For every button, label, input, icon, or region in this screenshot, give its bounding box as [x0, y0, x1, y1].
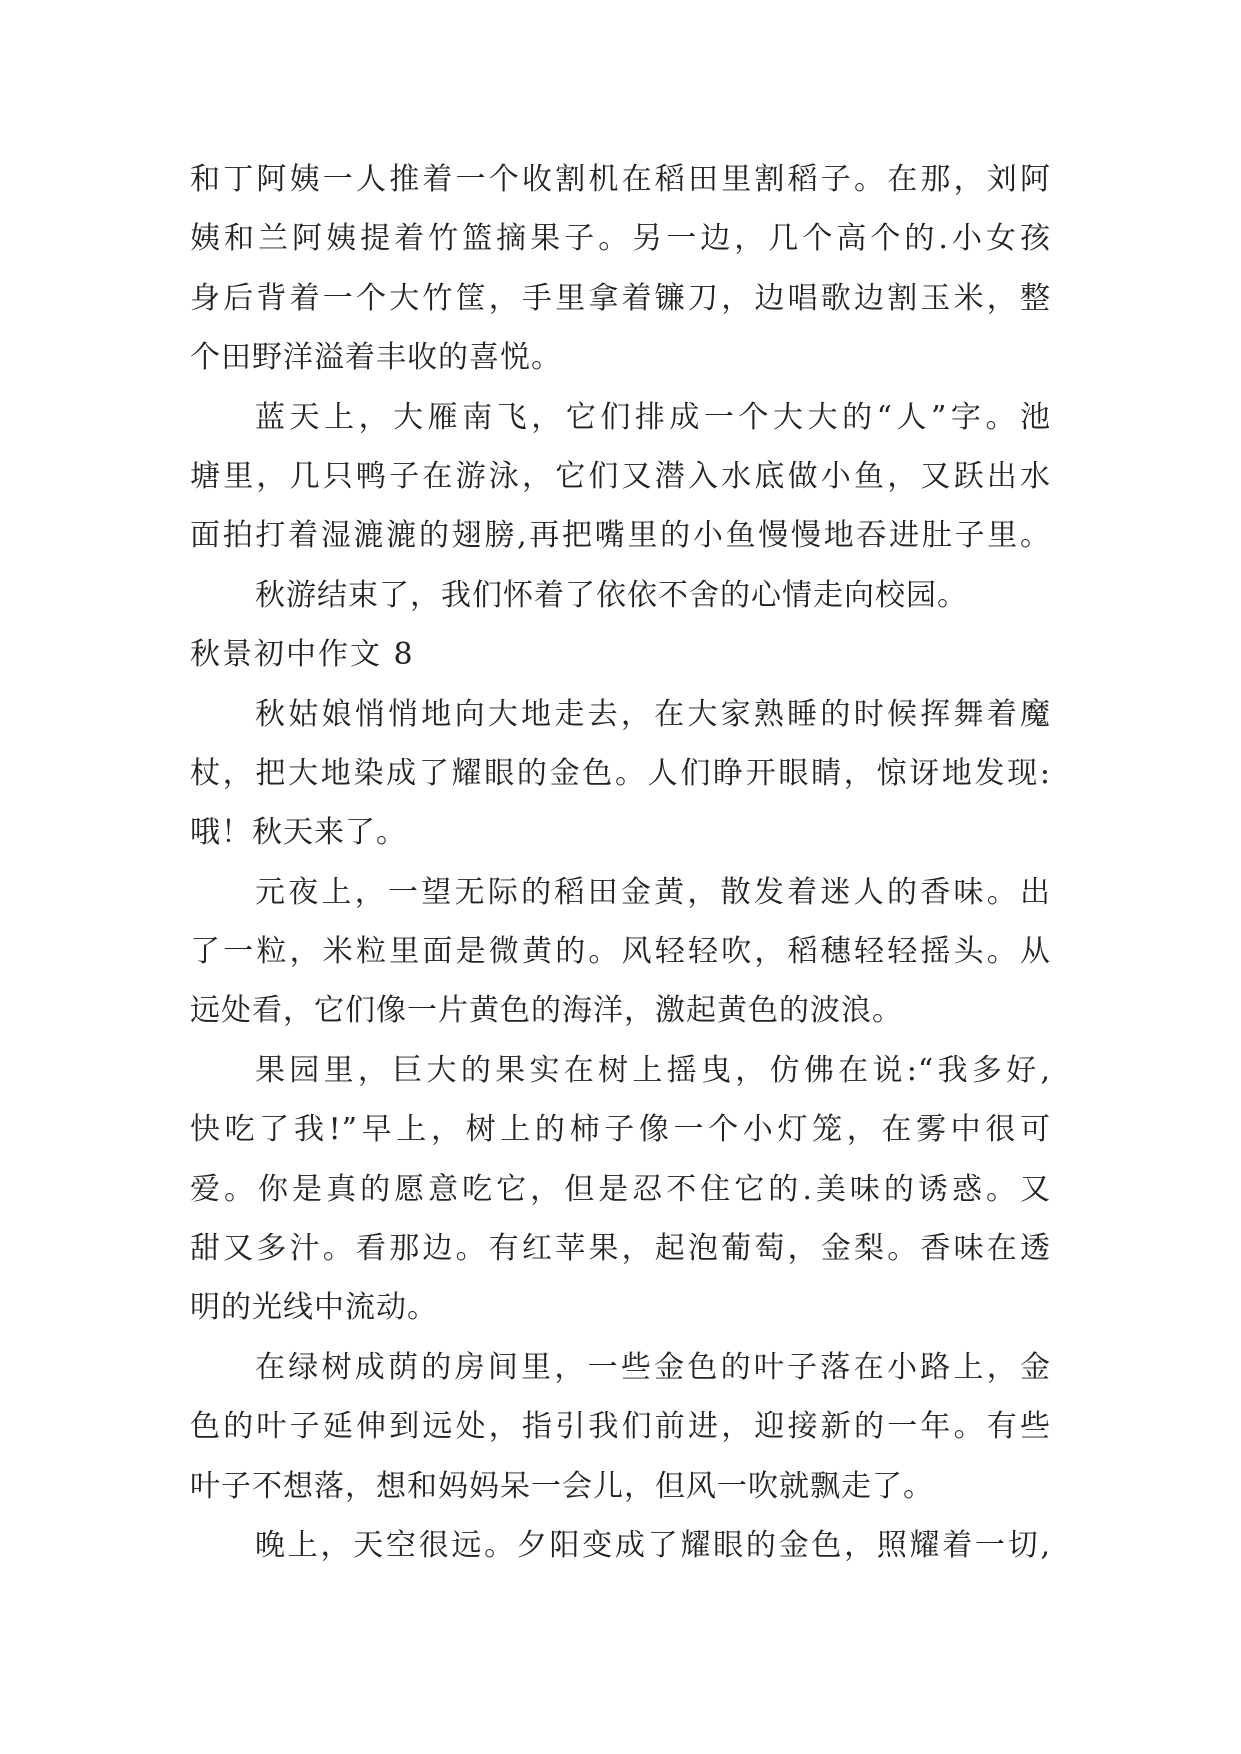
- text-line: 快吃了我!”早上，树上的柿子像一个小灯笼，在雾中很可: [190, 1112, 1051, 1148]
- text-line: 明的光线中流动。: [190, 1290, 438, 1326]
- paragraph-first-line: 在绿树成荫的房间里，一些金色的叶子落在小路上，金: [255, 1349, 1051, 1385]
- text-line: 远处看，它们像一片黄色的海洋，激起黄色的波浪。: [190, 993, 903, 1029]
- paragraph-first-line: 果园里，巨大的果实在树上摇曳，仿佛在说:“我多好,: [255, 1052, 1051, 1088]
- paragraph-first-line: 秋姑娘悄悄地向大地走去，在大家熟睡的时候挥舞着魔: [255, 696, 1051, 732]
- text-line: 姨和兰阿姨提着竹篮摘果子。另一边，几个高个的.小女孩: [190, 221, 1051, 257]
- text-line: 个田野洋溢着丰收的喜悦。: [190, 340, 562, 376]
- paragraph-first-line: 元夜上，一望无际的稻田金黄，散发着迷人的香味。出: [255, 874, 1051, 910]
- section-heading: 秋景初中作文 8: [190, 637, 415, 673]
- paragraph-first-line: 晚上，天空很远。夕阳变成了耀眼的金色，照耀着一切,: [255, 1527, 1051, 1563]
- text-line: 甜又多汁。看那边。有红苹果，起泡葡萄，金梨。香味在透: [190, 1231, 1051, 1267]
- text-line: 面拍打着湿漉漉的翅膀,再把嘴里的小鱼慢慢地吞进肚子里。: [190, 518, 1051, 554]
- text-line: 塘里，几只鸭子在游泳，它们又潜入水底做小鱼，又跃出水: [190, 458, 1051, 494]
- paragraph-first-line: 秋游结束了，我们怀着了依依不舍的心情走向校园。: [255, 577, 968, 613]
- text-line: 身后背着一个大竹筐，手里拿着镰刀，边唱歌边割玉米，整: [190, 280, 1051, 316]
- text-line: 和丁阿姨一人推着一个收割机在稻田里割稻子。在那，刘阿: [190, 162, 1051, 197]
- text-line: 杖，把大地染成了耀眼的金色。人们睁开眼睛，惊讶地发现:: [190, 755, 1051, 791]
- text-line: 爱。你是真的愿意吃它，但是忍不住它的.美味的诱惑。又: [190, 1171, 1051, 1207]
- text-line: 叶子不想落，想和妈妈呆一会儿，但风一吹就飘走了。: [190, 1468, 934, 1504]
- text-line: 了一粒，米粒里面是微黄的。风轻轻吹，稻穗轻轻摇头。从: [190, 934, 1051, 970]
- paragraph-first-line: 蓝天上，大雁南飞，它们排成一个大大的“人”字。池: [255, 399, 1051, 435]
- text-line: 哦！秋天来了。: [190, 815, 407, 851]
- text-line: 色的叶子延伸到远处，指引我们前进，迎接新的一年。有些: [190, 1409, 1051, 1445]
